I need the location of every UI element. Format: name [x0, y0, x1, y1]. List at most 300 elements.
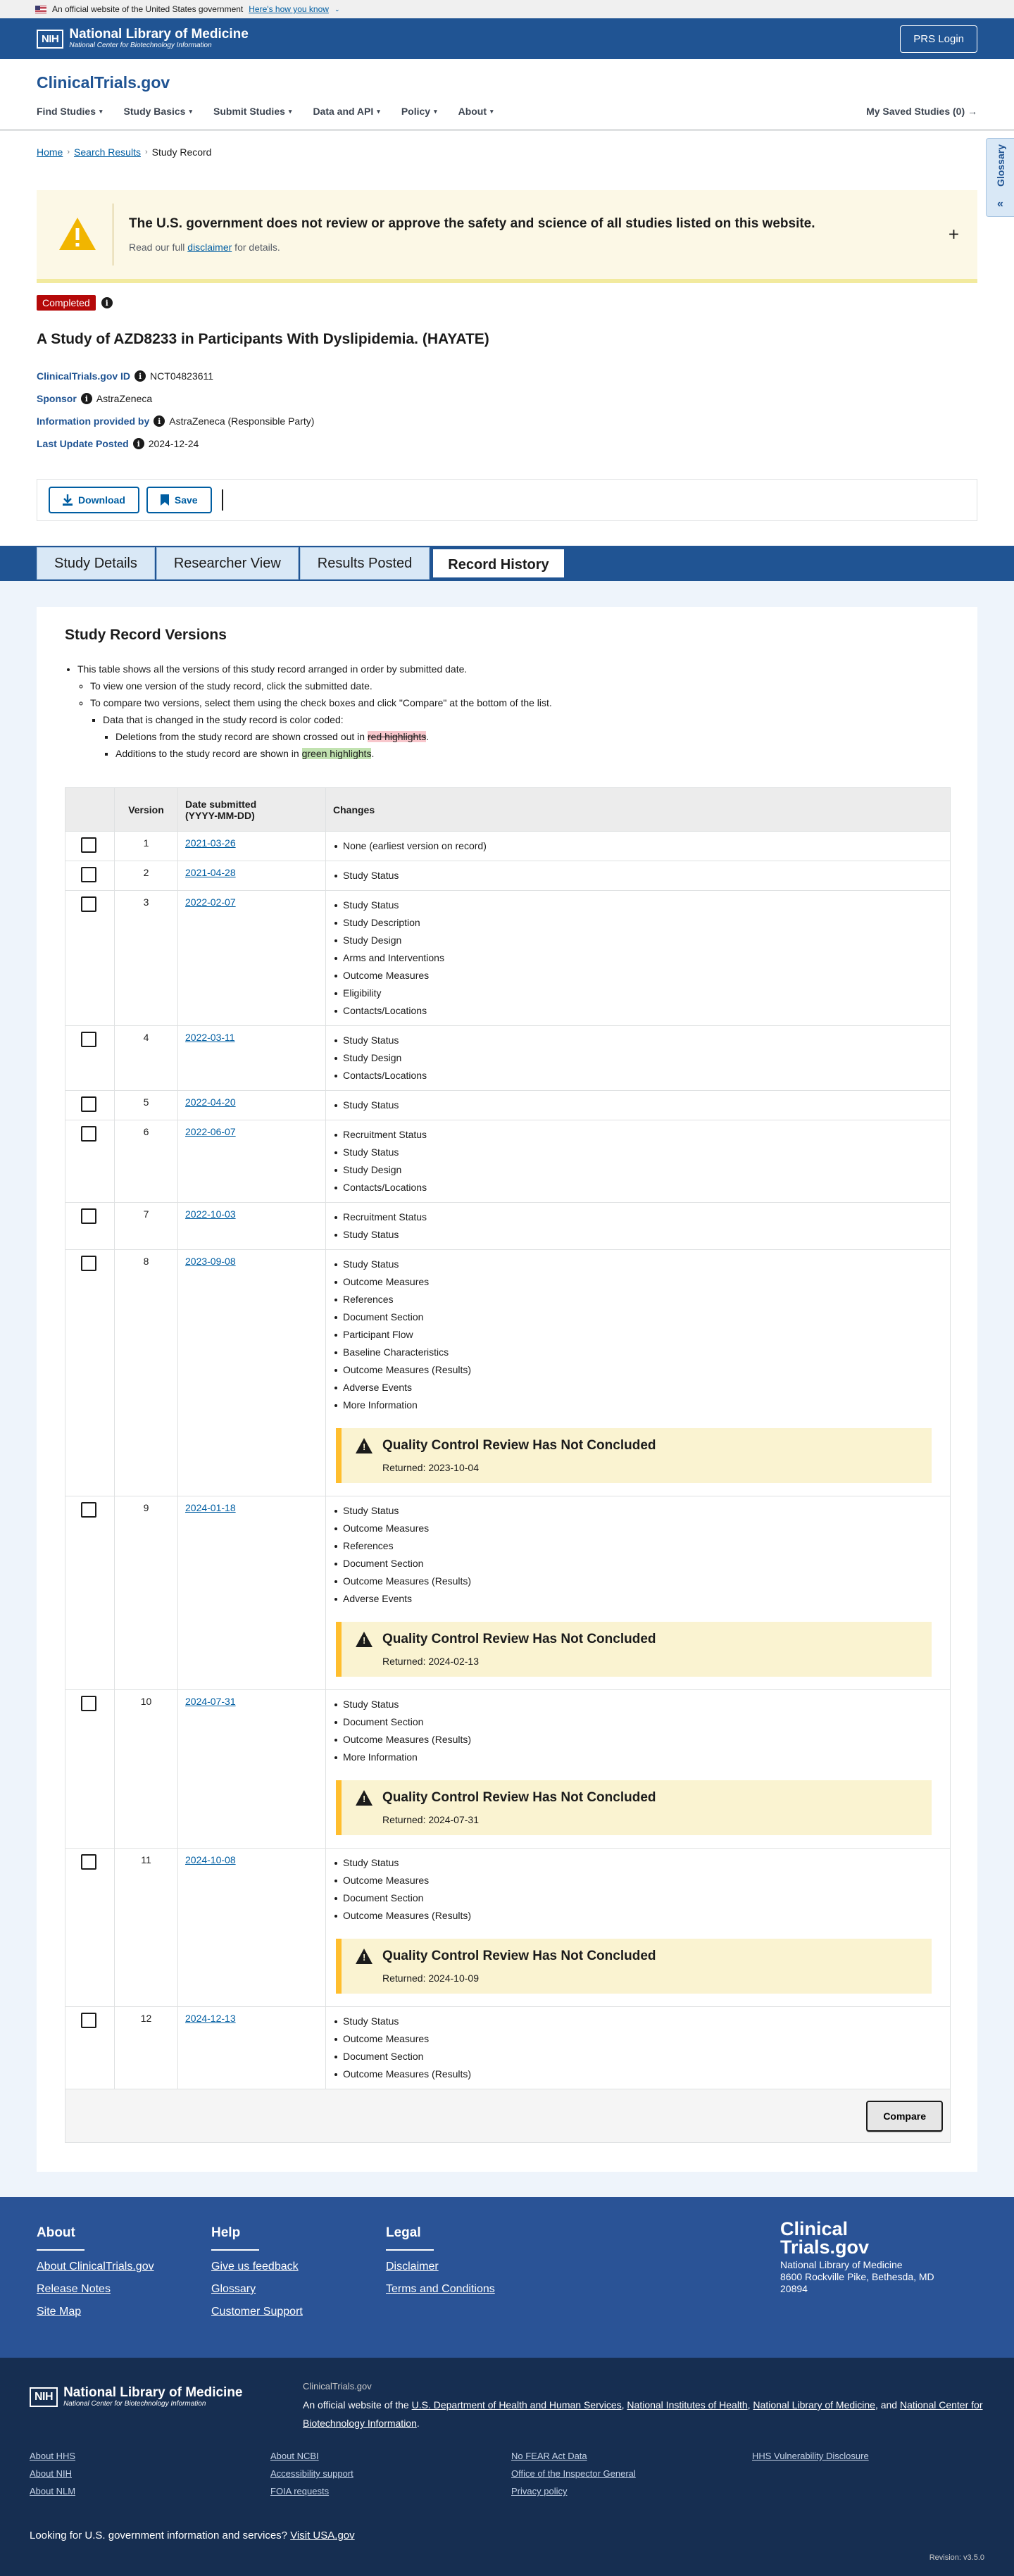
warning-icon [58, 215, 97, 254]
select-cell [65, 1120, 115, 1203]
date-cell [178, 832, 326, 861]
intro-item: • This table shows all the versions of this study record arranged in order by submitted date. [77, 661, 552, 677]
changes-cell [326, 1250, 951, 1496]
nav-find-studies[interactable] [37, 106, 103, 117]
change-item: Contacts/Locations [333, 1067, 943, 1084]
breadcrumb-current: Study Record [151, 146, 212, 158]
version-checkbox[interactable] [81, 1256, 96, 1271]
version-number: 10 [115, 1690, 178, 1849]
changes-list [333, 1208, 943, 1244]
nlm-bar [0, 18, 1014, 59]
qc-returned-label: Returned: [382, 1972, 429, 1984]
warning-icon [356, 1790, 373, 1806]
change-item: Study Status [333, 867, 943, 884]
glossary-tab[interactable] [986, 138, 1014, 217]
nih-logo-box: NIH [30, 2387, 58, 2407]
alert-body [129, 242, 815, 253]
changes-list [333, 1502, 943, 1608]
footer-link[interactable]: About ClinicalTrials.gov [37, 2261, 154, 2272]
change-item: Document Section [333, 2048, 943, 2065]
changes-cell [326, 2007, 951, 2089]
changes-cell [326, 891, 951, 1026]
footer-underline [37, 2249, 84, 2251]
change-item: Study Status [333, 2013, 943, 2030]
clinicaltrials-logo[interactable]: ClinicalTrials.gov [37, 73, 170, 92]
change-item: Contacts/Locations [333, 1002, 943, 1020]
chevron-right-icon: › [67, 148, 70, 156]
change-item: Arms and Interventions [333, 949, 943, 967]
select-cell [65, 832, 115, 861]
version-date-link[interactable]: 2021-03-26 [185, 837, 236, 849]
footer-link[interactable]: Site Map [37, 2306, 82, 2318]
legend-additions [115, 745, 552, 762]
version-date-link[interactable]: 2022-04-20 [185, 1096, 236, 1108]
status-badge: Completed [37, 295, 96, 311]
date-cell [178, 1091, 326, 1120]
text-cursor [222, 489, 223, 511]
version-row [65, 832, 951, 861]
footer-heading: Help [211, 2225, 241, 2240]
nct-id: NCT04823611 [150, 370, 214, 382]
date-header-line: Date submitted [185, 798, 257, 810]
changes-column-header: Changes [326, 788, 951, 832]
gov-banner [0, 0, 1014, 18]
tab-study-details[interactable]: Study Details [37, 547, 155, 580]
nlm-logo[interactable] [37, 27, 249, 50]
action-bar [37, 479, 977, 521]
intro-item: ◦ To compare two versions, select them using the check boxes and click "Compare" at the bottom of the list. [90, 694, 552, 711]
qc-returned-date: 2024-10-09 [428, 1972, 479, 1984]
version-checkbox[interactable] [81, 1854, 96, 1870]
select-cell [65, 1250, 115, 1496]
qc-returned [382, 1656, 918, 1667]
select-cell [65, 1203, 115, 1250]
version-number: 8 [115, 1250, 178, 1496]
qc-returned-date: 2024-02-13 [428, 1656, 479, 1667]
changes-list [333, 1256, 943, 1414]
change-item: None (earliest version on record) [333, 837, 943, 855]
footer-heading: About [37, 2225, 75, 2240]
date-cell [178, 1203, 326, 1250]
qc-returned-date: 2024-07-31 [428, 1814, 479, 1825]
tab-researcher-view[interactable]: Researcher View [156, 547, 299, 580]
breadcrumb-search-results[interactable]: Search Results [74, 146, 141, 158]
chevron-down-icon: ⌄ [334, 5, 340, 13]
record-tabs [37, 547, 566, 580]
version-number: 11 [115, 1849, 178, 2007]
nlm-footer-link[interactable]: About NCBI [270, 2451, 319, 2461]
nlm-footer-link[interactable]: Office of the Inspector General [511, 2468, 636, 2479]
select-column-header [65, 788, 115, 832]
alert-post: for details. [232, 242, 280, 253]
version-checkbox[interactable] [81, 837, 96, 853]
nav-data-api[interactable] [313, 106, 380, 117]
nav-study-basics[interactable] [124, 106, 192, 117]
version-number: 6 [115, 1120, 178, 1203]
changes-cell [326, 1496, 951, 1690]
change-item: Study Design [333, 1161, 943, 1179]
save-label: Save [174, 494, 198, 506]
change-item: Study Status [333, 896, 943, 914]
select-cell [65, 1026, 115, 1091]
info-icon[interactable]: i [101, 297, 113, 308]
change-item: Participant Flow [333, 1326, 943, 1344]
version-date-link[interactable]: 2022-03-11 [185, 1032, 235, 1043]
info-provided-label: Information provided by [37, 415, 150, 427]
qc-returned-label: Returned: [382, 1656, 429, 1667]
footer-link[interactable]: Release Notes [37, 2283, 111, 2295]
info-icon[interactable]: i [81, 393, 92, 404]
save-button[interactable] [146, 487, 212, 513]
footer-text: An official website of the [303, 2399, 412, 2411]
changes-list [333, 1032, 943, 1084]
version-row [65, 2007, 951, 2089]
chevron-down-icon: ▾ [490, 107, 494, 115]
nlm-title: National Library of Medicine [63, 2385, 243, 2400]
change-item: Study Design [333, 932, 943, 949]
download-button[interactable] [49, 487, 139, 513]
sponsor-value: AstraZeneca [96, 393, 153, 404]
nlm-footer-logo[interactable] [30, 2386, 243, 2408]
version-checkbox[interactable] [81, 1208, 96, 1224]
change-item: Study Status [333, 1226, 943, 1244]
version-checkbox[interactable] [81, 1126, 96, 1142]
nav-label: Study Basics [123, 106, 186, 117]
qc-alert [336, 1780, 932, 1835]
qc-returned-date: 2023-10-04 [428, 1462, 479, 1473]
date-cell [178, 1120, 326, 1203]
nlm-link[interactable]: National Library of Medicine [753, 2399, 875, 2411]
version-row [65, 1250, 951, 1496]
select-cell [65, 1496, 115, 1690]
change-item: Outcome Measures (Results) [333, 2065, 943, 2083]
select-cell [65, 1690, 115, 1849]
change-item: More Information [333, 1749, 943, 1766]
footer-link[interactable]: Give us feedback [211, 2261, 299, 2272]
info-provided-value: AstraZeneca (Responsible Party) [169, 415, 315, 427]
nlm-footer-link[interactable]: No FEAR Act Data [511, 2451, 587, 2461]
version-number: 1 [115, 832, 178, 861]
intro-item: ▪ Data that is changed in the study record is color coded: [103, 711, 552, 728]
version-checkbox[interactable] [81, 2013, 96, 2028]
date-cell [178, 891, 326, 1026]
changes-cell [326, 1026, 951, 1091]
breadcrumb-home[interactable]: Home [37, 146, 63, 158]
version-checkbox[interactable] [81, 1032, 96, 1047]
footer-heading: Legal [386, 2225, 421, 2240]
main-nav [37, 106, 515, 117]
date-cell [178, 1250, 326, 1496]
select-cell [65, 1091, 115, 1120]
footer-link[interactable]: Customer Support [211, 2306, 303, 2318]
version-date-link[interactable]: 2022-02-07 [185, 896, 236, 908]
nav-label: Submit Studies [213, 106, 285, 117]
tab-results-posted[interactable]: Results Posted [300, 547, 430, 580]
prs-login-button[interactable]: PRS Login [900, 25, 977, 53]
tab-record-history[interactable]: Record History [431, 547, 565, 580]
record-history-card [37, 607, 977, 2172]
disclaimer-alert [37, 190, 977, 283]
date-column-header [178, 788, 326, 832]
change-item: Contacts/Locations [333, 1179, 943, 1196]
footer-about [37, 2225, 154, 2328]
qc-alert [336, 1939, 932, 1994]
change-item: Outcome Measures [333, 967, 943, 984]
select-cell [65, 861, 115, 891]
nlm-footer-link[interactable]: About NIH [30, 2468, 72, 2479]
date-cell [178, 2007, 326, 2089]
footer-logo-line: Clinical [780, 2218, 849, 2239]
last-update-value: 2024-12-24 [148, 438, 199, 449]
change-item: Study Status [333, 1144, 943, 1161]
legend-text: Additions to the study record are shown in [115, 748, 302, 759]
change-item: Outcome Measures (Results) [333, 1573, 943, 1590]
disclaimer-link[interactable]: disclaimer [187, 242, 232, 253]
changes-list [333, 1096, 943, 1114]
change-item: References [333, 1291, 943, 1308]
chevron-down-icon: ▾ [189, 107, 192, 115]
date-cell [178, 861, 326, 891]
version-row [65, 1849, 951, 2007]
changes-list [333, 896, 943, 1020]
legend-text: . [371, 748, 375, 759]
warning-icon [356, 1632, 373, 1647]
change-item: Document Section [333, 1555, 943, 1573]
version-date-link[interactable]: 2022-06-07 [185, 1126, 236, 1137]
version-row [65, 861, 951, 891]
footer-brand [780, 2220, 934, 2295]
nav-policy[interactable] [401, 106, 437, 117]
download-icon [63, 494, 73, 506]
change-item: More Information [333, 1396, 943, 1414]
change-item: Adverse Events [333, 1590, 943, 1608]
alert-pre: Read our full [129, 242, 188, 253]
nav-label: About [458, 106, 487, 117]
footer-address: 8600 Rockville Pike, Bethesda, MD [780, 2271, 934, 2282]
version-date-link[interactable]: 2024-07-31 [185, 1696, 236, 1707]
nlm-footer-link[interactable]: FOIA requests [270, 2486, 330, 2496]
nlm-title: National Library of Medicine [69, 27, 249, 42]
change-item: Outcome Measures [333, 1872, 943, 1889]
saved-label: My Saved Studies (0) [866, 106, 965, 117]
change-item: Outcome Measures (Results) [333, 1907, 943, 1925]
nav-about[interactable] [458, 106, 494, 117]
changes-cell [326, 1203, 951, 1250]
version-column-header: Version [115, 788, 178, 832]
qc-title: Quality Control Review Has Not Concluded [382, 1438, 656, 1453]
study-title: A Study of AZD8233 in Participants With Dyslipidemia. (HAYATE) [37, 331, 489, 347]
arrow-right-icon: → [968, 106, 977, 117]
version-checkbox[interactable] [81, 1096, 96, 1112]
change-item: Outcome Measures [333, 1520, 943, 1537]
nih-link[interactable]: National Institutes of Health [627, 2399, 748, 2411]
usa-gov-line [30, 2530, 355, 2541]
qc-alert [336, 1428, 932, 1483]
id-label: ClinicalTrials.gov ID [37, 370, 131, 382]
change-item: Study Status [333, 1696, 943, 1713]
footer-text: , and [875, 2399, 900, 2411]
compare-row [65, 2089, 951, 2143]
footer-address: 20894 [780, 2283, 808, 2294]
footer-underline [211, 2249, 259, 2251]
nlm-footer-link[interactable]: Privacy policy [511, 2486, 568, 2496]
chevron-down-icon: ▾ [99, 107, 103, 115]
chevron-down-icon: ▾ [377, 107, 380, 115]
study-meta [37, 365, 314, 455]
changes-cell [326, 832, 951, 861]
change-item: Recruitment Status [333, 1126, 943, 1144]
change-item: Document Section [333, 1713, 943, 1731]
gov-banner-text: An official website of the United States government [52, 4, 244, 14]
version-row [65, 1690, 951, 1849]
change-item: Study Status [333, 1854, 943, 1872]
changes-cell [326, 1849, 951, 2007]
footer-address: National Library of Medicine [780, 2259, 903, 2270]
change-item: Study Description [333, 914, 943, 932]
compare-button[interactable]: Compare [866, 2101, 943, 2132]
qc-title: Quality Control Review Has Not Concluded [382, 1949, 656, 1963]
info-icon[interactable]: i [134, 370, 146, 382]
version-number: 2 [115, 861, 178, 891]
footer-underline [386, 2249, 434, 2251]
qc-title: Quality Control Review Has Not Concluded [382, 1790, 656, 1805]
footer-link[interactable]: Terms and Conditions [386, 2283, 495, 2295]
nlm-subtitle: National Center for Biotechnology Information [69, 42, 212, 49]
info-icon[interactable]: i [133, 438, 144, 449]
qc-returned-label: Returned: [382, 1814, 429, 1825]
version-checkbox[interactable] [81, 1502, 96, 1518]
alert-title: The U.S. government does not review or approve the safety and science of all studies listed on this website. [129, 216, 815, 231]
nlm-footer-link[interactable]: Accessibility support [270, 2468, 353, 2479]
nlm-footer-links [30, 2451, 987, 2496]
version-checkbox[interactable] [81, 1696, 96, 1711]
version-checkbox[interactable] [81, 896, 96, 912]
qc-title: Quality Control Review Has Not Concluded [382, 1632, 656, 1646]
version-number: 3 [115, 891, 178, 1026]
version-row [65, 1091, 951, 1120]
footer-link[interactable]: Glossary [211, 2283, 256, 2295]
date-cell [178, 1026, 326, 1091]
nih-logo-box: NIH [37, 30, 63, 49]
change-item: Document Section [333, 1308, 943, 1326]
us-flag-icon [35, 6, 46, 13]
change-item: Eligibility [333, 984, 943, 1002]
nlm-footer-link[interactable]: HHS Vulnerability Disclosure [752, 2451, 869, 2461]
qc-returned [382, 1972, 918, 1984]
footer-text: Looking for U.S. government information and services? [30, 2530, 288, 2541]
change-item: Recruitment Status [333, 1208, 943, 1226]
history-intro [65, 661, 552, 762]
usa-gov-link[interactable]: Visit USA.gov [290, 2530, 355, 2541]
version-date-link[interactable]: 2021-04-28 [185, 867, 236, 878]
date-cell [178, 1690, 326, 1849]
changes-list [333, 1854, 943, 1925]
version-number: 12 [115, 2007, 178, 2089]
chevron-right-icon: › [144, 148, 148, 156]
green-highlight-sample: green highlights [301, 748, 372, 759]
change-item: References [333, 1537, 943, 1555]
ncbi-link[interactable]: National Center for Biotechnology Information [303, 2399, 983, 2429]
changes-cell [326, 861, 951, 891]
legend-text: Deletions from the study record are shown crossed out in [115, 731, 368, 742]
footer-official-line: An official website of the U.S. Department of Health and Human Services, National Institutes of Health, National Library of Medicine, and National Center for Biotechnology Information. [303, 2399, 983, 2429]
change-item: Study Status [333, 1256, 943, 1273]
version-date-link[interactable]: 2024-12-13 [185, 2013, 236, 2024]
footer-logo-line: Trials.gov [780, 2237, 870, 2258]
nlm-footer-link [752, 2486, 993, 2496]
nlm-footer-link[interactable]: About HHS [30, 2451, 76, 2461]
change-item: Outcome Measures (Results) [333, 1361, 943, 1379]
change-item: Outcome Measures (Results) [333, 1731, 943, 1749]
hhs-link[interactable]: U.S. Department of Health and Human Services [411, 2399, 622, 2411]
chevron-down-icon: ▾ [288, 107, 292, 115]
warning-icon [356, 1949, 373, 1964]
nlm-footer-link [752, 2468, 993, 2479]
date-header-line: (YYYY-MM-DD) [185, 809, 255, 821]
last-update-label: Last Update Posted [37, 438, 129, 449]
history-heading: Study Record Versions [65, 627, 227, 643]
chevron-down-icon: ▾ [434, 107, 437, 115]
date-cell [178, 1849, 326, 2007]
nlm-subtitle: National Center for Biotechnology Information [63, 2400, 206, 2408]
footer-link[interactable]: Disclaimer [386, 2261, 439, 2272]
expand-plus-icon[interactable]: + [948, 223, 959, 245]
site-header [0, 59, 1014, 131]
version-number: 5 [115, 1091, 178, 1120]
qc-returned [382, 1814, 918, 1825]
change-item: Study Status [333, 1096, 943, 1114]
sponsor-label: Sponsor [37, 393, 77, 404]
nav-submit-studies[interactable] [213, 106, 292, 117]
select-cell [65, 891, 115, 1026]
date-cell [178, 1496, 326, 1690]
versions-table [65, 787, 951, 2143]
info-icon[interactable]: i [154, 415, 165, 427]
changes-cell [326, 1091, 951, 1120]
version-date-link[interactable]: 2023-09-08 [185, 1256, 236, 1267]
my-saved-studies-link[interactable] [866, 106, 977, 117]
change-item: Adverse Events [333, 1379, 943, 1396]
change-item: Study Status [333, 1032, 943, 1049]
version-date-link[interactable]: 2024-01-18 [185, 1502, 236, 1513]
version-checkbox[interactable] [81, 867, 96, 882]
version-number: 7 [115, 1203, 178, 1250]
version-row [65, 1120, 951, 1203]
legend-deletions [115, 728, 552, 745]
version-row [65, 1203, 951, 1250]
changes-cell [326, 1120, 951, 1203]
glossary-label: Glossary [994, 144, 1006, 187]
nav-label: Find Studies [37, 106, 96, 117]
change-item: Document Section [333, 1889, 943, 1907]
site-footer [0, 2197, 1014, 2358]
version-date-link[interactable]: 2022-10-03 [185, 1208, 236, 1220]
red-highlight-sample: red highlights [367, 731, 427, 742]
change-item: Study Status [333, 1502, 943, 1520]
change-item: Study Design [333, 1049, 943, 1067]
change-item: Outcome Measures [333, 2030, 943, 2048]
download-label: Download [78, 494, 125, 506]
select-cell [65, 2007, 115, 2089]
revision-text: Revision: v3.5.0 [929, 2553, 984, 2562]
nlm-footer-link[interactable]: About NLM [30, 2486, 76, 2496]
version-row [65, 1026, 951, 1091]
change-item: Outcome Measures [333, 1273, 943, 1291]
changes-cell [326, 1690, 951, 1849]
version-date-link[interactable]: 2024-10-08 [185, 1854, 236, 1865]
nlm-footer [0, 2358, 1014, 2576]
how-you-know-link[interactable]: Here's how you know [249, 4, 329, 14]
